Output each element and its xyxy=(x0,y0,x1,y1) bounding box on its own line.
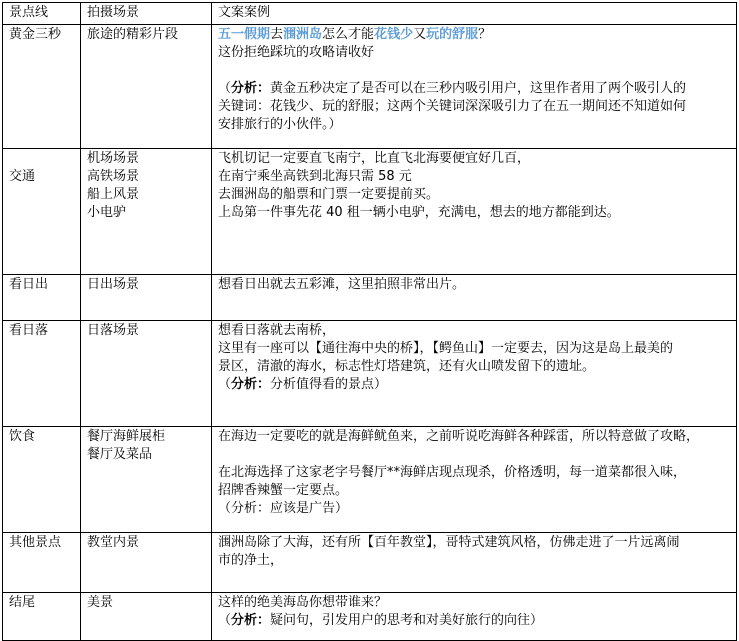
analysis-line xyxy=(218,80,730,98)
copy-line: 招牌香辣蟹一定要点。 xyxy=(218,483,349,498)
analysis-line: 安排旅行的小伙伴。） xyxy=(218,117,342,132)
cell-scene xyxy=(81,149,212,275)
highlight-text: 花钱少 xyxy=(374,27,414,42)
copy-line: 在海边一定要吃的就是海鲜鱿鱼来，之前听说吃海鲜各种踩雷，所以特意做了攻略， xyxy=(218,429,700,444)
copy-line: 想看日出就去五彩滩，这里拍照非常出片。 xyxy=(218,277,466,292)
header-cell-copy: 文案案例 xyxy=(212,3,737,25)
analysis-label: 分析： xyxy=(231,81,271,96)
cell-copy xyxy=(212,427,737,533)
line-label: 交通 xyxy=(9,169,36,184)
cell-scene xyxy=(81,533,212,593)
cell-line: 结尾 xyxy=(3,593,81,641)
scene-item: 日出场景 xyxy=(87,277,140,292)
cell-line xyxy=(3,149,81,275)
copy-line: 去涠洲岛的船票和门票一定要提前买。 xyxy=(218,187,440,202)
copy-line: 这份拒绝踩坑的攻略请收好 xyxy=(218,45,375,60)
scene-item: 日落场景 xyxy=(87,323,140,338)
scene-item: 餐厅及菜品 xyxy=(87,447,153,462)
highlight-text: 五一假期 xyxy=(218,27,271,42)
copy-text: 又 xyxy=(413,27,427,42)
analysis-text: 疑问句，引发用户的思考和对美好旅行的向往） xyxy=(270,613,544,628)
table-row xyxy=(3,25,737,149)
itinerary-table xyxy=(2,2,737,641)
cell-line: 看日出 xyxy=(3,275,81,321)
cell-scene xyxy=(81,593,212,641)
scene-item: 小电驴 xyxy=(87,205,127,220)
analysis-label: 分析： xyxy=(231,377,271,392)
copy-line: 上岛第一件事先花 40 租一辆小电驴，充满电，想去的地方都能到达。 xyxy=(218,205,620,220)
cell-copy xyxy=(212,593,737,641)
table-row xyxy=(3,533,737,593)
copy-line: 在北海选择了这家老字号餐厅**海鲜店现点现杀，价格透明，每一道菜都很入味， xyxy=(218,465,687,480)
highlight-text: 玩的舒服 xyxy=(426,27,479,42)
scene-item: 餐厅海鲜展柜 xyxy=(87,429,166,444)
copy-text: ？ xyxy=(478,27,492,42)
scene-item: 美景 xyxy=(87,595,114,610)
cell-copy xyxy=(212,25,737,149)
cell-copy xyxy=(212,275,737,321)
analysis-line: （分析：应该是广告） xyxy=(218,501,349,516)
copy-line: 这里有一座可以【通往海中央的桥】，【鳄鱼山】一定要去，因为这是岛上最美的 xyxy=(218,341,674,356)
copy-line: 市的净土， xyxy=(218,553,284,568)
cell-scene xyxy=(81,275,212,321)
table-row xyxy=(3,321,737,427)
cell-copy xyxy=(212,533,737,593)
cell-line: 黄金三秒 xyxy=(3,25,81,149)
analysis-line xyxy=(218,612,730,630)
table-row xyxy=(3,149,737,275)
copy-text: 怎么才能 xyxy=(322,27,375,42)
table-row xyxy=(3,593,737,641)
scene-item: 机场场景 xyxy=(87,151,140,166)
cell-line: 其他景点 xyxy=(3,533,81,593)
copy-headline xyxy=(218,26,730,44)
table-row xyxy=(3,427,737,533)
scene-item: 旅途的精彩片段 xyxy=(87,27,179,42)
cell-line: 饮食 xyxy=(3,427,81,533)
cell-scene xyxy=(81,427,212,533)
copy-line: 这样的绝美海岛你想带谁来？ xyxy=(218,595,388,610)
analysis-label: 分析： xyxy=(231,613,271,628)
analysis-line xyxy=(218,376,730,394)
analysis-paren: （ xyxy=(218,377,232,392)
cell-scene xyxy=(81,25,212,149)
header-row xyxy=(3,3,737,25)
copy-line: 想看日落就去南桥， xyxy=(218,323,336,338)
cell-copy xyxy=(212,321,737,427)
copy-line: 在南宁乘坐高铁到北海只需 58 元 xyxy=(218,169,412,184)
analysis-line: 关键词：花钱少、玩的舒服；这两个关键词深深吸引力了在五一期间还不知道如何 xyxy=(218,99,687,114)
scene-item: 船上风景 xyxy=(87,187,140,202)
copy-line: 景区，清澈的海水，标志性灯塔建筑，还有火山喷发留下的遗址。 xyxy=(218,359,596,374)
cell-line: 看日落 xyxy=(3,321,81,427)
header-cell-scene: 拍摄场景 xyxy=(81,3,212,25)
analysis-paren: （ xyxy=(218,613,232,628)
copy-line: 涠洲岛除了大海，还有所【百年教堂】，哥特式建筑风格，仿佛走进了一片远离闹 xyxy=(218,535,680,550)
cell-copy xyxy=(212,149,737,275)
analysis-text: 分析值得看的景点） xyxy=(270,377,388,392)
copy-line: 飞机切记一定要直飞南宁，比直飞北海要便宜好几百， xyxy=(218,151,531,166)
scene-item: 教堂内景 xyxy=(87,535,140,550)
scene-item: 高铁场景 xyxy=(87,169,140,184)
highlight-text: 涠洲岛 xyxy=(283,27,323,42)
copy-text: 去 xyxy=(270,27,284,42)
table-row xyxy=(3,275,737,321)
header-cell-line: 景点线 xyxy=(3,3,81,25)
analysis-paren: （ xyxy=(218,81,232,96)
cell-scene xyxy=(81,321,212,427)
analysis-text: 黄金五秒决定了是否可以在三秒内吸引用户，这里作者用了两个吸引人的 xyxy=(270,81,687,96)
